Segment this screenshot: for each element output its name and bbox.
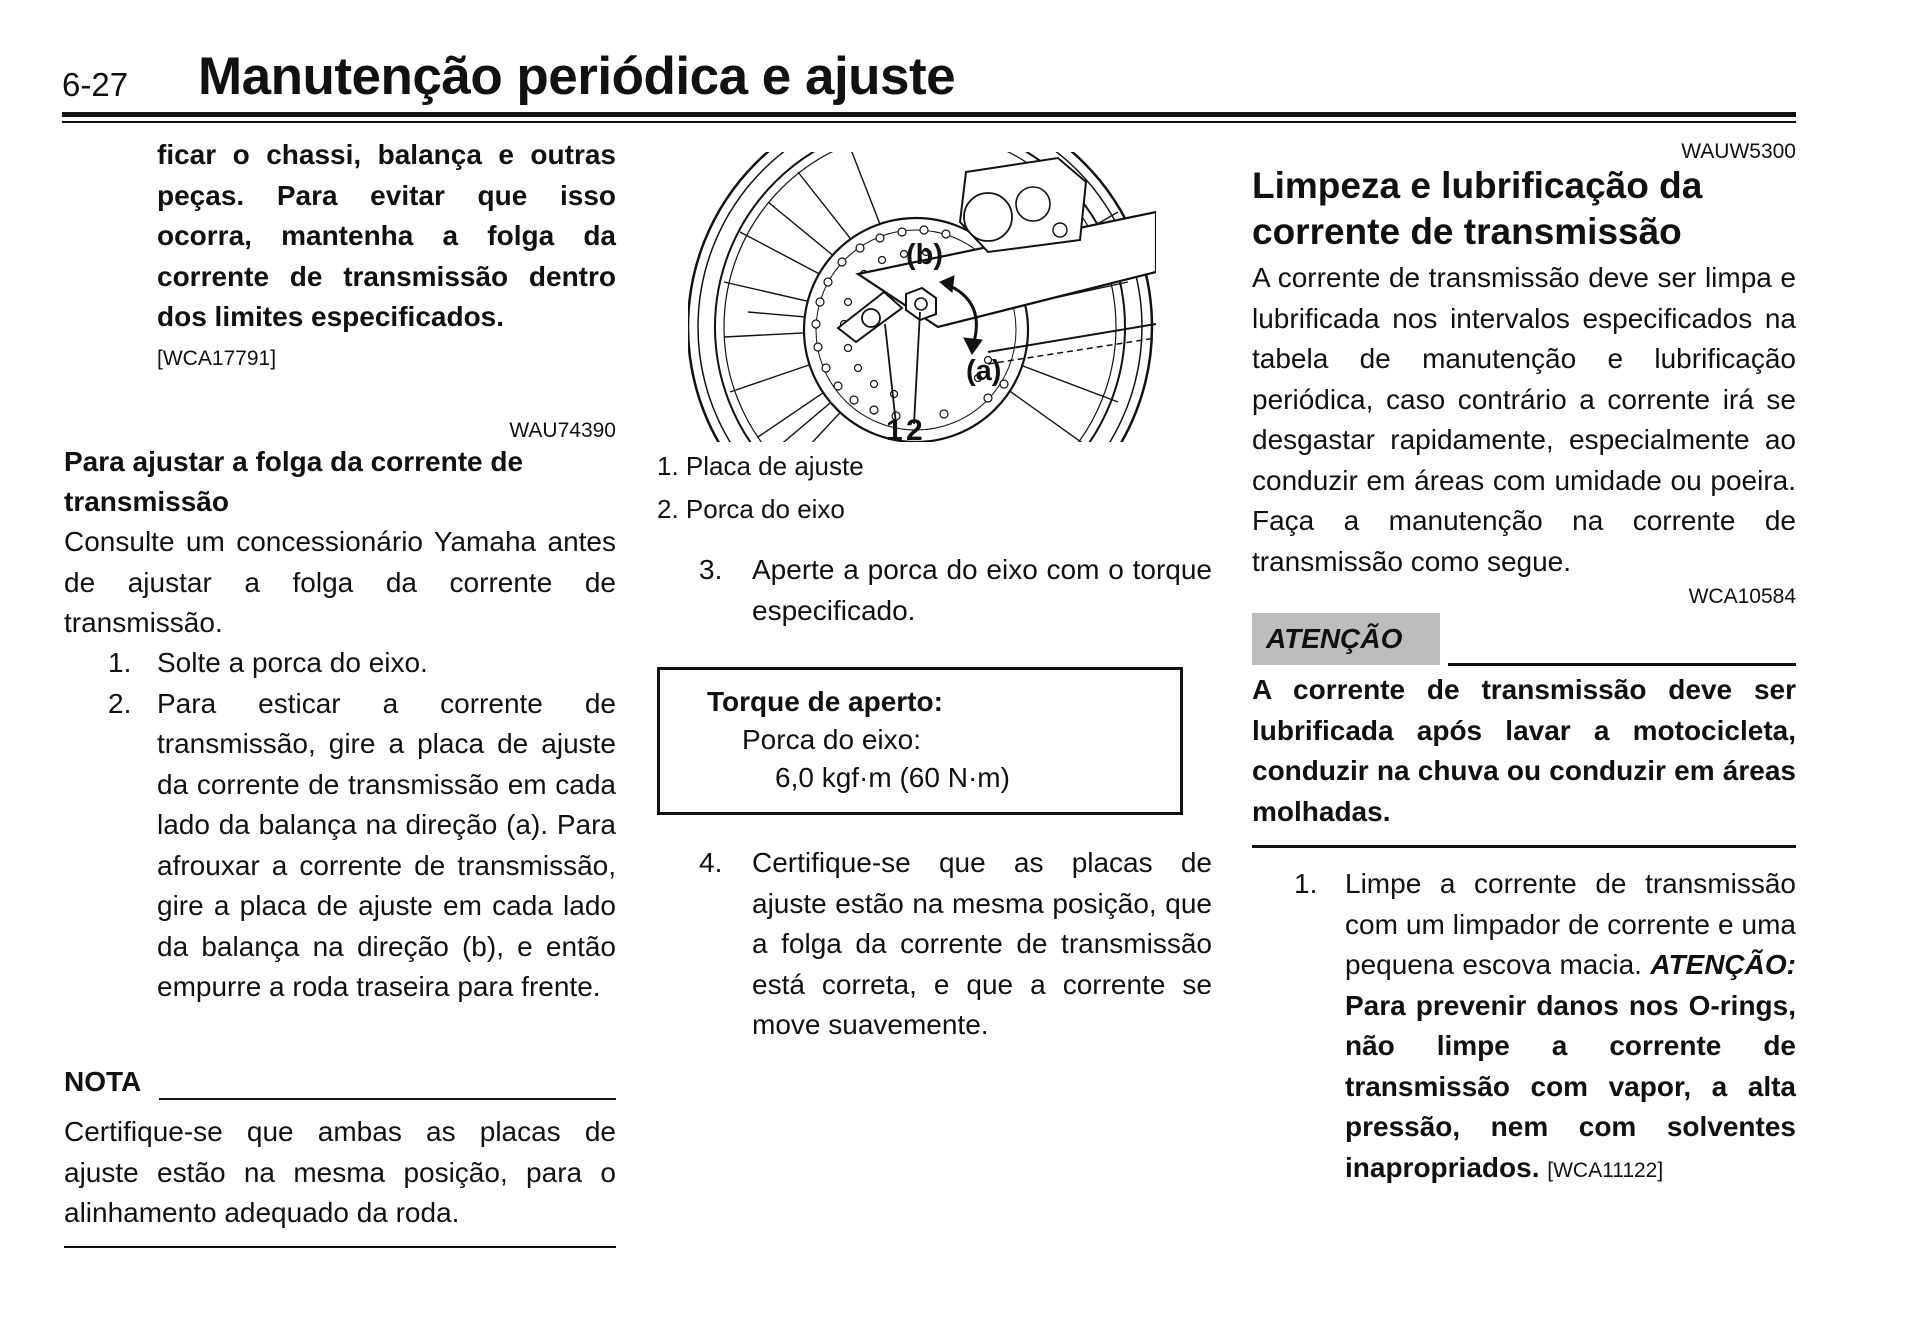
list-item xyxy=(657,843,1212,1046)
step-number: 1. xyxy=(1294,868,1318,899)
step-text: Solte a porca do eixo. xyxy=(157,647,428,678)
attention-badge: ATENÇÃO xyxy=(1252,613,1440,665)
step-text: Limpe a corrente de transmissão com um limpador de corrente e uma pequena escova macia. xyxy=(1345,868,1796,980)
warning-code: WCA10584 xyxy=(1688,585,1796,608)
warning-code: [WCA17791] xyxy=(157,347,277,370)
note-end-rule xyxy=(64,1246,616,1248)
torque-value: 6,0 kgf·m (60 N·m) xyxy=(775,762,1010,793)
torque-title: Torque de aperto: xyxy=(707,686,943,717)
note-label: NOTA xyxy=(64,1066,142,1097)
attention-end-rule xyxy=(1252,845,1796,848)
attention-text: A corrente de transmissão deve ser lubrificada após lavar a motocicleta, conduzir na chuva ou conduzir em áreas molhadas. xyxy=(1252,674,1796,827)
note-text: Certifique-se que ambas as placas de ajuste estão na mesma posição, para o alinhamento adequado da roda. xyxy=(64,1116,616,1228)
step-number: 4. xyxy=(699,847,723,878)
list-item xyxy=(64,684,616,1008)
step-number: 3. xyxy=(699,554,723,585)
adjust-steps-list xyxy=(64,643,616,1008)
callout-2: 2 xyxy=(906,414,923,442)
step-text: Para esticar a corrente de transmissão, gire a placa de ajuste da corrente de transmissão em cada lado da balança na direção (a). Para afrouxar a corrente de transmissão, gire a placa de ajuste em cada lado da balança na direção (b), e então empurre a roda traseira para frente. xyxy=(157,687,616,1002)
figure-captions xyxy=(657,445,864,531)
list-item xyxy=(657,550,1212,631)
step-text: Aperte a porca do eixo com o torque especificado. xyxy=(752,554,1212,626)
header-rule xyxy=(62,112,1796,117)
header-rule-thin xyxy=(62,121,1796,123)
step-warning-label: ATENÇÃO: xyxy=(1650,949,1796,980)
section-code: WAUW5300 xyxy=(1681,140,1796,163)
attention-rule xyxy=(1448,663,1796,666)
wheel-adjuster-figure xyxy=(688,152,1156,442)
torque-spec-box xyxy=(657,667,1183,815)
label-direction-a: (a) xyxy=(966,355,1002,387)
intro-paragraph: Consulte um concessionário Yamaha antes de ajustar a folga da corrente de transmissão. xyxy=(64,526,616,638)
list-item xyxy=(1252,864,1796,1188)
section-heading: Limpeza e lubrificação da corrente de transmissão xyxy=(1252,165,1703,252)
step-text: Certifique-se que as placas de ajuste estão na mesma posição, que a folga da corrente de transmissão está correta, e que a corrente se move suavemente. xyxy=(752,847,1212,1040)
label-direction-b: (b) xyxy=(906,239,944,271)
step-warning-text: Para prevenir danos nos O-rings, não limpe a corrente de transmissão com vapor, a alta pressão, nem com solventes inapropriados. xyxy=(1345,989,1796,1183)
adjust-steps-list-end xyxy=(657,843,1212,1046)
page-number: 6-27 xyxy=(62,66,129,103)
body-paragraph: A corrente de transmissão deve ser limpa e lubrificada nos intervalos especificados na tabela de manutenção e lubrificação periódica, caso contrário a corrente irá se desgastar rapidamente, especialmente ao conduzir em áreas com umidade ou poeira. Faça a manutenção na corrente de transmissão como segue. xyxy=(1252,262,1796,577)
torque-item: Porca do eixo: xyxy=(742,724,921,755)
section-heading: Para ajustar a folga da corrente de transmissão xyxy=(64,446,524,517)
callout-1: 1 xyxy=(886,414,903,442)
step-warning-code: [WCA11122] xyxy=(1547,1158,1664,1182)
step-number: 2. xyxy=(108,687,132,719)
adjust-steps-list-cont xyxy=(657,550,1212,631)
caption-1: 1. Placa de ajuste xyxy=(657,451,864,481)
page-title: Manutenção periódica e ajuste xyxy=(198,47,956,106)
section-code: WAU74390 xyxy=(509,419,616,442)
list-item xyxy=(64,643,616,684)
caption-2: 2. Porca do eixo xyxy=(657,494,845,524)
warning-continuation: ficar o chassi, balança e outras peças. Para evitar que isso ocorra, mantenha a folga da corrente de transmissão dentro dos limites especificados. xyxy=(157,139,616,332)
note-rule xyxy=(159,1098,616,1100)
cleaning-steps-list xyxy=(1252,864,1796,1188)
step-number: 1. xyxy=(108,647,132,678)
